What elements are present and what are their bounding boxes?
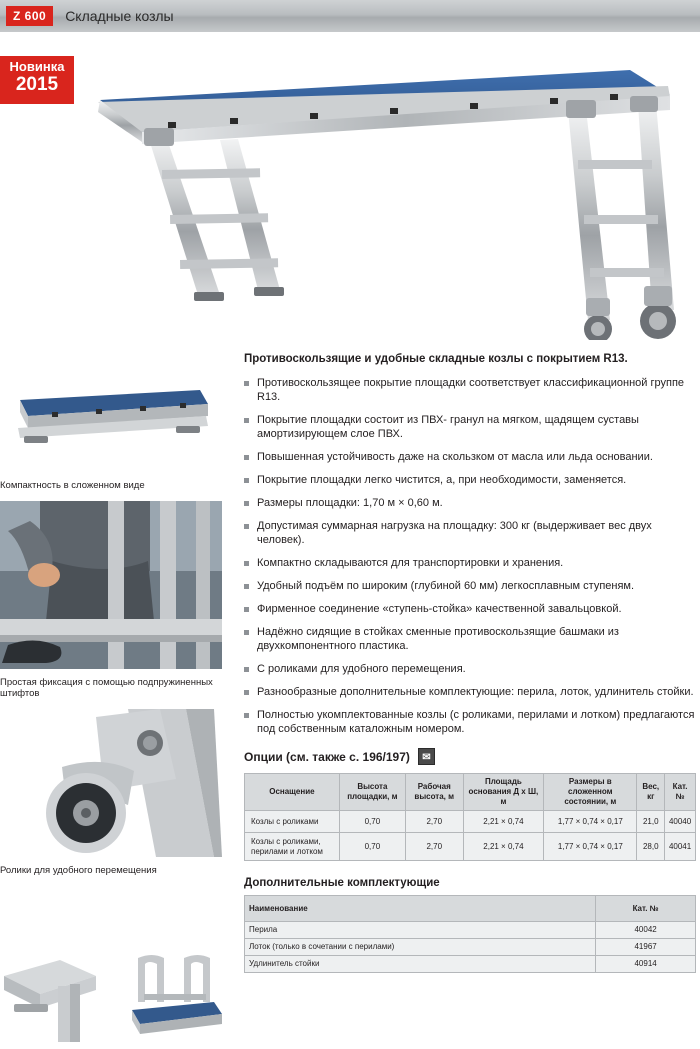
thumbnail-caption: Простая фиксация с помощью подпружиненных штифтов <box>0 677 213 699</box>
col-catalog-number: Кат. № <box>596 896 696 922</box>
table-header-row <box>245 896 696 922</box>
table-row <box>245 833 696 861</box>
list-item: Надёжно сидящие в стойках сменные противоскользящие башмаки из двухкомпонентного пластика. <box>244 625 696 653</box>
thumbnail-accessory-extension <box>0 950 110 1046</box>
cell-catalog-number: 40041 <box>665 833 696 861</box>
feature-list <box>244 376 696 736</box>
cell-name: Удлинитель стойки <box>245 956 596 973</box>
thumbnail-caption: Компактность в сложенном виде <box>0 480 145 491</box>
list-item: Компактно складываются для транспортировки и хранения. <box>244 556 696 570</box>
accessories-table <box>244 895 696 973</box>
cell-platform-height: 0,70 <box>339 833 405 861</box>
thumbnail-accessory-railing <box>114 950 224 1046</box>
lead-paragraph: Противоскользящие и удобные складные козлы с покрытием R13. <box>244 353 628 365</box>
hand-tool-icon: ✉ <box>418 748 435 765</box>
list-item: Размеры площадки: 1,70 м × 0,60 м. <box>244 496 696 510</box>
novelty-badge <box>0 56 74 104</box>
table-row <box>245 956 696 973</box>
cell-catalog-number: 40914 <box>596 956 696 973</box>
col-working-height: Рабочая высота, м <box>405 774 463 811</box>
table-row <box>245 811 696 833</box>
cell-base-area: 2,21 × 0,74 <box>463 811 544 833</box>
cell-catalog-number: 40042 <box>596 922 696 939</box>
list-item: Допустимая суммарная нагрузка на площадку: 300 кг (выдерживает вес двух человек). <box>244 519 696 547</box>
content-column <box>244 352 696 973</box>
novelty-year: 2015 <box>15 74 59 95</box>
page-header <box>0 0 700 32</box>
thumbnail-column <box>0 352 228 886</box>
list-item: Удобный подъём по широким (глубиной 60 мм) легкосплавным ступеням. <box>244 579 696 593</box>
col-catalog-number: Кат. № <box>665 774 696 811</box>
list-item: Противоскользящее покрытие площадки соответствует классификационной группе R13. <box>244 376 696 404</box>
cell-equipment: Козлы с роликами, перилами и лотком <box>245 833 340 861</box>
page-title: Складные козлы <box>65 8 174 24</box>
cell-equipment: Козлы с роликами <box>245 811 340 833</box>
cell-catalog-number: 40040 <box>665 811 696 833</box>
cell-working-height: 2,70 <box>405 833 463 861</box>
cell-platform-height: 0,70 <box>339 811 405 833</box>
list-item: Полностью укомплектованные козлы (с роликами, перилами и лотком) предлагаются под собственным каталожным номером. <box>244 708 696 736</box>
cell-base-area: 2,21 × 0,74 <box>463 833 544 861</box>
col-weight: Вес, кг <box>637 774 665 811</box>
col-name: Наименование <box>245 896 596 922</box>
col-platform-height: Высота площадки, м <box>339 774 405 811</box>
hero-product-image <box>70 40 695 340</box>
cell-folded-size: 1,77 × 0,74 × 0,17 <box>544 833 637 861</box>
list-item: Покрытие площадки легко чистится, а, при необходимости, заменяется. <box>244 473 696 487</box>
options-heading-text: Опции (см. также с. 196/197) <box>244 749 410 764</box>
cell-weight: 28,0 <box>637 833 665 861</box>
col-base-area: Площадь основания Д х Ш, м <box>463 774 544 811</box>
accessories-heading: Дополнительные комплектующие <box>244 877 440 889</box>
cell-catalog-number: 41967 <box>596 939 696 956</box>
specifications-table <box>244 773 696 861</box>
thumbnail-spring-pin-fixation <box>0 501 228 699</box>
cell-name: Лоток (только в сочетании с перилами) <box>245 939 596 956</box>
cell-weight: 21,0 <box>637 811 665 833</box>
list-item: Разнообразные дополнительные комплектующие: перила, лоток, удлинитель стойки. <box>244 685 696 699</box>
thumbnail-caster-roller <box>0 709 228 876</box>
thumbnail-caption: Ролики для удобного перемещения <box>0 865 157 876</box>
options-heading <box>244 748 696 765</box>
bottom-thumbnail-row <box>0 950 228 1046</box>
cell-working-height: 2,70 <box>405 811 463 833</box>
thumbnail-folded-compact <box>0 352 228 491</box>
table-row <box>245 939 696 956</box>
list-item: Фирменное соединение «ступень-стойка» качественной завальцовкой. <box>244 602 696 616</box>
novelty-label: Новинка <box>9 59 65 74</box>
table-header-row <box>245 774 696 811</box>
list-item: Покрытие площадки состоит из ПВХ- гранул на мягком, щадящем суставы амортизирующем слое ПВХ. <box>244 413 696 441</box>
col-equipment: Оснащение <box>245 774 340 811</box>
list-item: С роликами для удобного перемещения. <box>244 662 696 676</box>
product-code-badge: Z 600 <box>6 6 53 26</box>
table-row <box>245 922 696 939</box>
cell-folded-size: 1,77 × 0,74 × 0,17 <box>544 811 637 833</box>
cell-name: Перила <box>245 922 596 939</box>
list-item: Повышенная устойчивость даже на скользком от масла или льда основании. <box>244 450 696 464</box>
col-folded-size: Размеры в сложенном состоянии, м <box>544 774 637 811</box>
